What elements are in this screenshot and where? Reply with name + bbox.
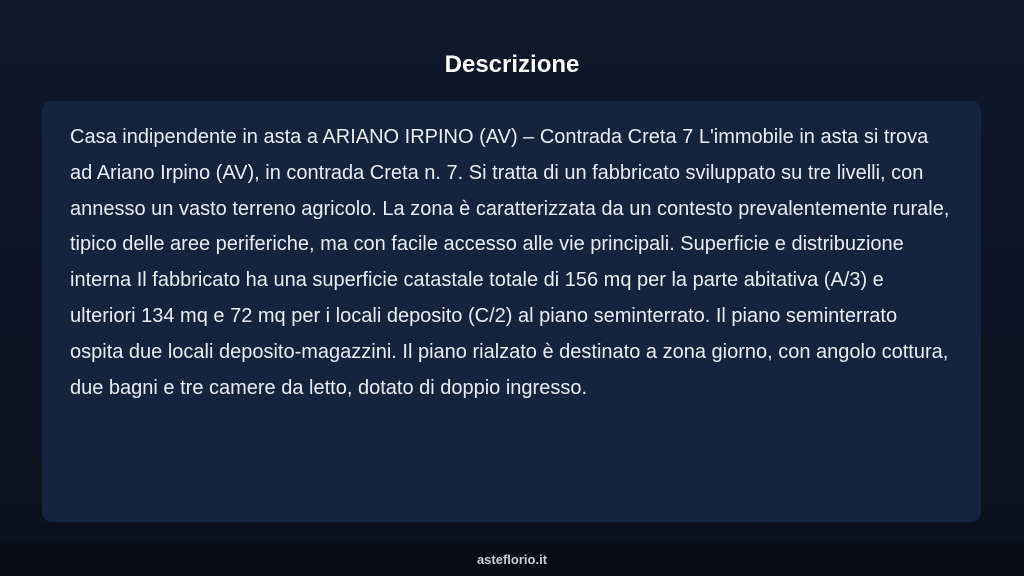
footer-bar (0, 543, 1024, 576)
footer-site-label: asteflorio.it (476, 552, 548, 567)
description-text: Casa indipendente in asta a ARIANO IRPINO (AV) – Contrada Creta 7 L'immobile in asta si trova ad Ariano Irpino (AV), in contrada Creta n. 7. Si tratta di un fabbricato sviluppato su tre livelli, con annesso un vasto terreno agricolo. La zona è caratterizzata da un contesto prevalentemente rurale, tipico delle aree periferiche, ma con facile accesso alle vie principali. Superficie e distribuzione interna Il fabbricato ha una superficie catastale totale di 156 mq per la parte abitativa (A/3) e ulteriori 134 mq e 72 mq per i locali deposito (C/2) al piano seminterrato. Il piano seminterrato ospita due locali deposito-magazzini. Il piano rialzato è destinato a zona giorno, con angolo cottura, due bagni e tre camere da letto, dotato di doppio ingresso. (70, 126, 950, 399)
description-card (42, 101, 981, 522)
page-title: Descrizione (444, 51, 580, 78)
